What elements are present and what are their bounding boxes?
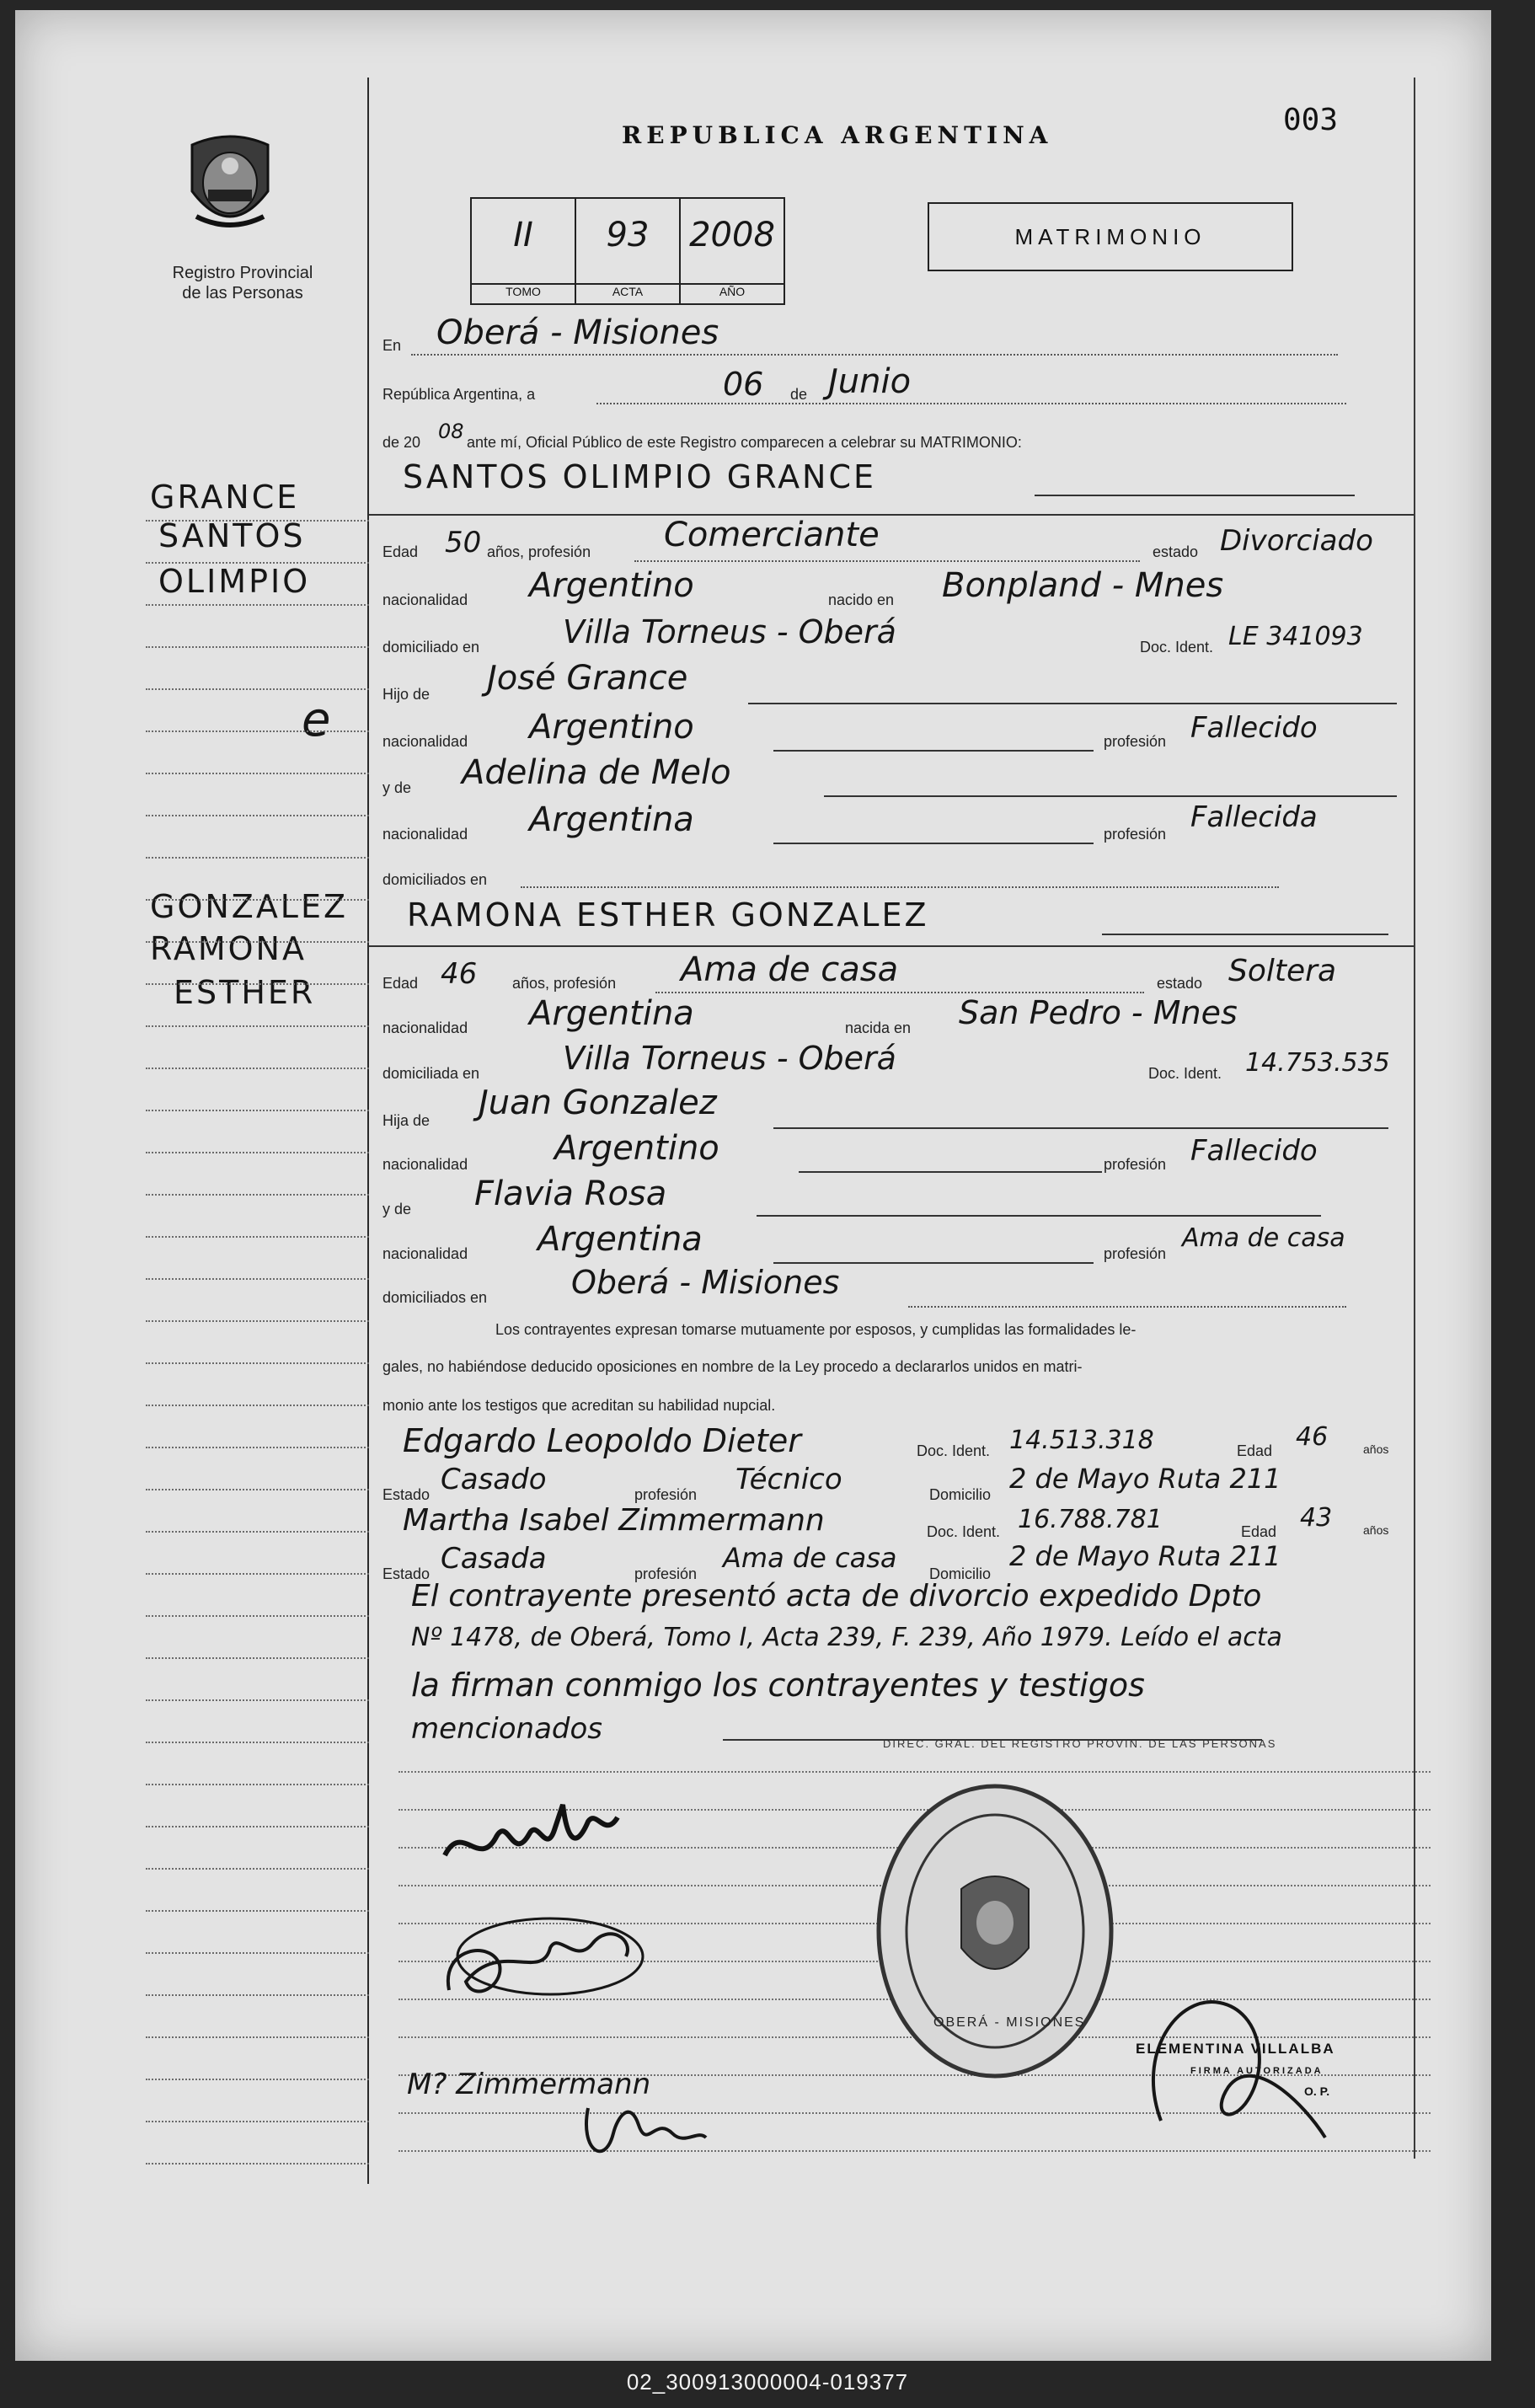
- margin-line: [146, 1573, 369, 1575]
- groom-address-label: domiciliado en: [382, 639, 480, 656]
- margin-line: [146, 1152, 369, 1153]
- bride-mother-line: [757, 1215, 1321, 1217]
- margin-line: [146, 1784, 369, 1785]
- margin-groom-second: OLIMPIO: [158, 563, 311, 600]
- margin-line: [146, 688, 369, 690]
- witness-signature-note: M? Zimmermann: [407, 2068, 651, 2101]
- margin-line: [146, 1952, 369, 1954]
- margin-line: [146, 899, 369, 901]
- witness2-doc-id: 16.788.781: [1018, 1505, 1163, 1534]
- groom-hijo-de-label: Hijo de: [382, 686, 431, 703]
- margin-line: [146, 1531, 369, 1533]
- margin-line: [146, 1278, 369, 1280]
- note-line-2: Nº 1478, de Oberá, Tomo I, Acta 239, F. 239, Año 1979. Leído el acta: [411, 1623, 1282, 1652]
- bride-father-nationality: Argentino: [554, 1129, 719, 1168]
- bride-father-profession: Fallecido: [1190, 1134, 1318, 1168]
- en-label: En: [382, 337, 402, 354]
- margin-line: [146, 1447, 369, 1448]
- groom-mother-nationality: Argentina: [529, 800, 694, 839]
- groom-mother-profession: Fallecida: [1190, 800, 1318, 834]
- witness2-name: Martha Isabel Zimmermann: [403, 1503, 825, 1538]
- bride-age: 46: [441, 957, 478, 991]
- margin-line: [146, 1699, 369, 1701]
- seal-ring-text: DIREC. GRAL. DEL REGISTRO PROVIN. DE LAS PERSONAS: [883, 1737, 1277, 1750]
- month-value: Junio: [828, 362, 912, 401]
- groom-full-name: SANTOS OLIMPIO GRANCE: [403, 458, 877, 495]
- date-line: [596, 403, 1346, 404]
- margin-line: [146, 941, 369, 943]
- margin-line: [146, 2079, 369, 2080]
- bride-mother-nationality: Argentina: [538, 1220, 703, 1259]
- margin-line: [146, 1362, 369, 1364]
- note-line-4: mencionados: [411, 1712, 603, 1746]
- groom-signature: [428, 1788, 630, 1885]
- groom-civil-status: Divorciado: [1220, 524, 1373, 558]
- tomo-value: II: [513, 216, 533, 254]
- witness1-address: 2 de Mayo Ruta 211: [1009, 1463, 1281, 1495]
- country-title: REPUBLICA ARGENTINA: [622, 121, 1053, 149]
- witness2-estado-label: Estado: [382, 1565, 431, 1582]
- coat-of-arms-icon: [179, 124, 281, 254]
- groom-father-nationality: Argentino: [529, 708, 694, 746]
- groom-profession-line: [634, 560, 1140, 562]
- bride-father: Juan Gonzalez: [479, 1084, 717, 1122]
- bride-father-nat-label: nacionalidad: [382, 1156, 468, 1173]
- bride-profession: Ama de casa: [681, 950, 899, 989]
- year-prefix: de 20: [382, 434, 421, 451]
- record-type-box: MATRIMONIO: [928, 202, 1293, 271]
- groom-address: Villa Torneus - Oberá: [563, 613, 896, 650]
- bride-y-de-label: y de: [382, 1201, 412, 1217]
- anio-value: 2008: [689, 216, 775, 254]
- groom-father-profession: Fallecido: [1190, 711, 1318, 745]
- registry-name-line2: de las Personas: [182, 284, 303, 302]
- official-title: FIRMA AUTORIZADA: [1190, 2066, 1324, 2076]
- page-number: 003: [1283, 103, 1339, 137]
- margin-line: [146, 1489, 369, 1490]
- margin-line: [146, 1742, 369, 1743]
- groom-mother-nat-line: [773, 843, 1094, 844]
- bride-civil-status: Soltera: [1228, 954, 1337, 988]
- margin-line: [146, 1405, 369, 1406]
- margin-line: [146, 646, 369, 648]
- bride-hija-de-label: Hija de: [382, 1112, 431, 1129]
- groom-mother-line: [824, 795, 1397, 797]
- day-value: 06: [723, 366, 764, 403]
- margin-line: [146, 520, 369, 522]
- margin-line: [146, 773, 369, 774]
- margin-line: [146, 1110, 369, 1111]
- registry-name: [142, 263, 344, 303]
- groom-name-line: [1035, 495, 1355, 496]
- groom-birthplace-label: nacido en: [828, 591, 895, 608]
- groom-father-line: [748, 703, 1397, 704]
- de-label: de: [790, 386, 808, 403]
- bride-doc-id: 14.753.535: [1245, 1048, 1390, 1078]
- place-line: [411, 354, 1338, 356]
- groom-mother-nat-label: nacionalidad: [382, 826, 468, 843]
- margin-line: [146, 983, 369, 985]
- groom-mother: Adelina de Melo: [462, 753, 731, 792]
- official-signature: [1127, 1977, 1338, 2159]
- groom-parents-address-label: domiciliados en: [382, 871, 488, 888]
- margin-line: [146, 730, 369, 732]
- margin-line: [146, 1826, 369, 1827]
- bride-address-label: domiciliada en: [382, 1065, 480, 1082]
- groom-father-nat-label: nacionalidad: [382, 733, 468, 750]
- bride-profession-line: [655, 992, 1144, 993]
- margin-bride-second: ESTHER: [174, 974, 316, 1011]
- ante-text: ante mí, Oficial Público de este Registro comparecen a celebrar su MATRIMONIO:: [467, 434, 1022, 451]
- tomo-label: TOMO: [472, 283, 575, 303]
- seal-center-text: OBERÁ - MISIONES: [933, 2015, 1086, 2030]
- official-suffix: O. P.: [1304, 2084, 1330, 2098]
- witness1-estado-label: Estado: [382, 1486, 431, 1503]
- margin-conj: e: [302, 693, 331, 747]
- document-page: [15, 10, 1491, 2361]
- witness2-age-label: Edad: [1241, 1523, 1277, 1540]
- witness2-address: 2 de Mayo Ruta 211: [1009, 1540, 1281, 1572]
- year-suffix: 08: [438, 420, 464, 443]
- witness2-domicilio-label: Domicilio: [929, 1565, 992, 1582]
- bride-mother: Flavia Rosa: [474, 1175, 667, 1213]
- bride-parents-address-label: domiciliados en: [382, 1289, 488, 1306]
- margin-line: [146, 815, 369, 816]
- witness2-anos-label: años: [1363, 1523, 1389, 1537]
- bride-doc-label: Doc. Ident.: [1148, 1065, 1222, 1082]
- margin-line: [146, 1657, 369, 1659]
- bride-nationality-label: nacionalidad: [382, 1019, 468, 1036]
- bride-mother-profession: Ama de casa: [1182, 1223, 1345, 1253]
- witness1-domicilio-label: Domicilio: [929, 1486, 992, 1503]
- acta-label: ACTA: [576, 283, 679, 303]
- margin-line: [146, 857, 369, 859]
- margin-groom-first: SANTOS: [158, 517, 306, 554]
- witness1-doc-id: 14.513.318: [1009, 1426, 1154, 1455]
- note-line-3: la firman conmigo los contrayentes y testigos: [411, 1667, 1145, 1704]
- groom-doc-id: LE 341093: [1228, 622, 1363, 651]
- bride-birthplace-label: nacida en: [845, 1019, 912, 1036]
- note-line-1: El contrayente presentó acta de divorcio expedido Dpto: [411, 1579, 1262, 1613]
- margin-line: [146, 1910, 369, 1912]
- official-seal-icon: [873, 1779, 1117, 2087]
- margin-line: [146, 2121, 369, 2122]
- margin-groom-surname: GRANCE: [150, 479, 300, 516]
- groom-nationality: Argentino: [529, 566, 694, 605]
- margin-line: [146, 1994, 369, 1996]
- bride-parents-address-line: [908, 1306, 1346, 1308]
- notes-line: [398, 1771, 1431, 1773]
- registry-name-line1: Registro Provincial: [172, 264, 313, 282]
- margin-line: [146, 1868, 369, 1870]
- witness1-anos-label: años: [1363, 1442, 1389, 1456]
- witness2-profession: Ama de casa: [723, 1542, 897, 1574]
- acta-cell: [576, 199, 681, 303]
- groom-profession: Comerciante: [664, 516, 880, 554]
- bride-mother-nat-label: nacionalidad: [382, 1245, 468, 1262]
- bride-section-rule: [369, 945, 1414, 947]
- groom-y-de-label: y de: [382, 779, 412, 796]
- margin-line: [146, 2036, 369, 2038]
- margin-line: [146, 1320, 369, 1322]
- bride-father-prof-label: profesión: [1104, 1156, 1167, 1173]
- witness1-civil-status: Casado: [441, 1463, 547, 1496]
- witness1-name: Edgardo Leopoldo Dieter: [403, 1422, 801, 1459]
- declaration-line3: monio ante los testigos que acreditan su habilidad nupcial.: [382, 1397, 776, 1414]
- acta-value: 93: [606, 216, 650, 254]
- bride-parents-address: Oberá - Misiones: [571, 1264, 840, 1301]
- bride-mother-prof-label: profesión: [1104, 1245, 1167, 1262]
- witness2-doc-label: Doc. Ident.: [927, 1523, 1001, 1540]
- footer-id: 02_300913000004-019377: [626, 2369, 909, 2395]
- bride-father-line: [773, 1127, 1388, 1129]
- bride-name-line: [1102, 934, 1388, 935]
- margin-line: [146, 2163, 369, 2165]
- bride-anos-profesion-label: años, profesión: [512, 975, 617, 992]
- groom-age-label: Edad: [382, 543, 419, 560]
- margin-bride-surname: GONZALEZ: [150, 888, 349, 925]
- witness2-age: 43: [1300, 1503, 1333, 1533]
- bride-birthplace: San Pedro - Mnes: [959, 994, 1238, 1031]
- bride-signature: [424, 1906, 651, 2020]
- groom-doc-label: Doc. Ident.: [1140, 639, 1214, 656]
- place-value: Oberá - Misiones: [436, 313, 719, 352]
- margin-line: [146, 1194, 369, 1196]
- bride-nationality: Argentina: [529, 994, 694, 1033]
- anio-cell: [681, 199, 784, 303]
- witness1-age: 46: [1296, 1422, 1329, 1452]
- groom-estado-label: estado: [1153, 543, 1199, 560]
- groom-anos-profesion-label: años, profesión: [487, 543, 591, 560]
- declaration-line1: Los contrayentes expresan tomarse mutuamente por esposos, y cumplidas las formalidades le-: [495, 1321, 1137, 1338]
- witness2-civil-status: Casada: [441, 1542, 547, 1576]
- margin-line: [146, 1615, 369, 1617]
- groom-father: José Grance: [487, 659, 688, 698]
- margin-line: [146, 1236, 369, 1238]
- bride-address: Villa Torneus - Oberá: [563, 1040, 896, 1077]
- groom-father-prof-label: profesión: [1104, 733, 1167, 750]
- anio-label: AÑO: [681, 283, 784, 303]
- groom-parents-address-line: [521, 886, 1279, 888]
- margin-line: [146, 1068, 369, 1069]
- margin-bride-first: RAMONA: [150, 930, 307, 967]
- witness-signature: [571, 2083, 723, 2180]
- official-name: ELEMENTINA VILLALBA: [1136, 2041, 1335, 2057]
- tomo-cell: [472, 199, 576, 303]
- groom-mother-prof-label: profesión: [1104, 826, 1167, 843]
- declaration-line2: gales, no habiéndose deducido oposiciones en nombre de la Ley procedo a declararlos unidos en matri-: [382, 1358, 1083, 1375]
- witness2-prof-label: profesión: [634, 1565, 698, 1582]
- margin-line: [146, 1025, 369, 1027]
- witness1-profession: Técnico: [735, 1463, 842, 1496]
- bride-father-nat-line: [799, 1171, 1102, 1173]
- groom-section-rule: [369, 514, 1414, 516]
- margin-line: [146, 562, 369, 564]
- groom-age: 50: [445, 526, 482, 559]
- witness1-age-label: Edad: [1237, 1442, 1273, 1459]
- republica-label: República Argentina, a: [382, 386, 536, 403]
- groom-birthplace: Bonpland - Mnes: [942, 566, 1224, 605]
- bride-estado-label: estado: [1157, 975, 1203, 992]
- witness1-prof-label: profesión: [634, 1486, 698, 1503]
- record-box: [470, 197, 785, 305]
- groom-nationality-label: nacionalidad: [382, 591, 468, 608]
- bride-age-label: Edad: [382, 975, 419, 992]
- margin-line: [146, 604, 369, 606]
- bride-full-name: RAMONA ESTHER GONZALEZ: [407, 896, 929, 934]
- groom-father-nat-line: [773, 750, 1094, 752]
- witness1-doc-label: Doc. Ident.: [917, 1442, 991, 1459]
